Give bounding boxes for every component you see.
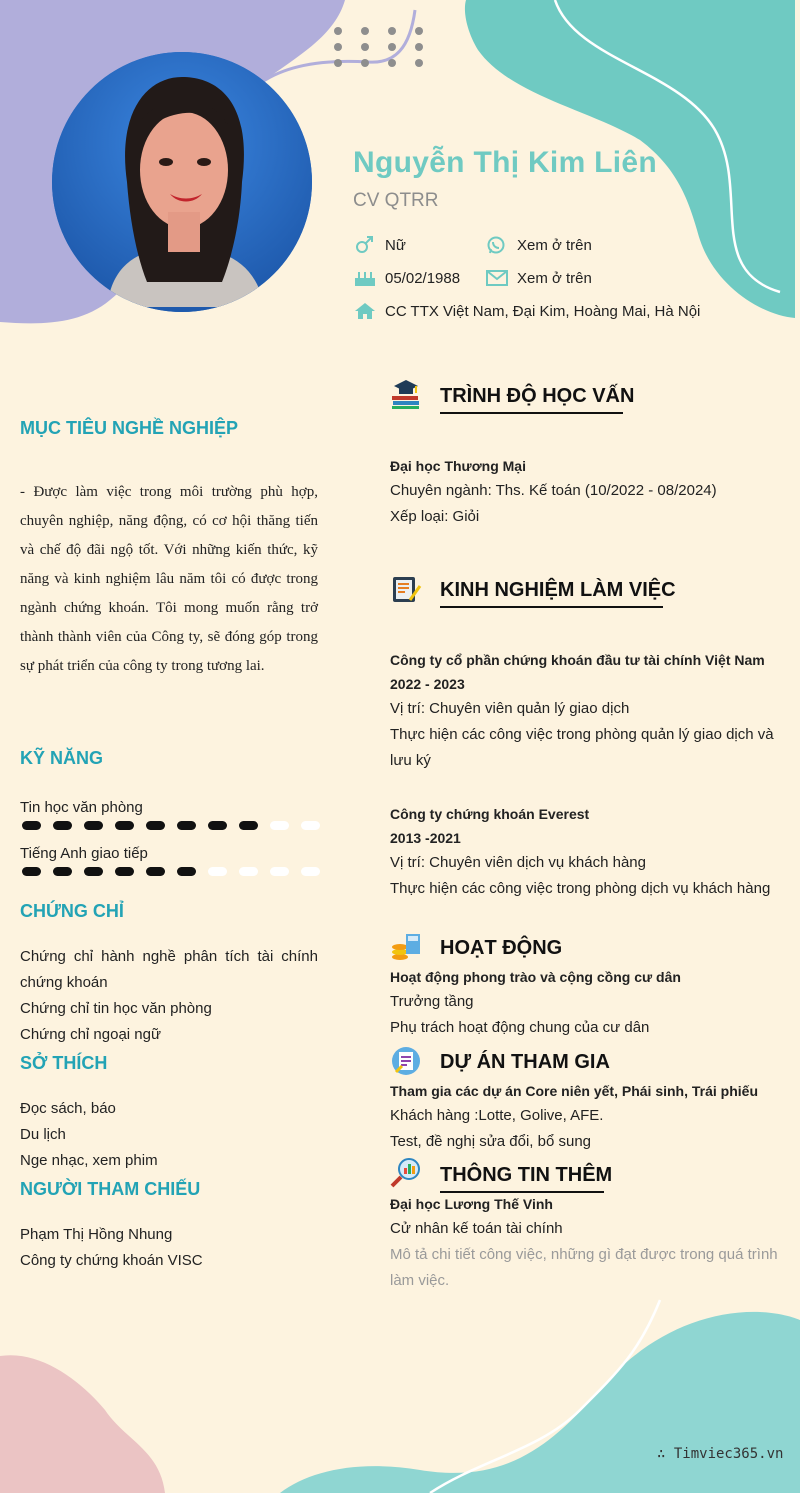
additional-section [390,1192,782,1294]
skill-dot-filled [115,821,134,830]
additional-heading: THÔNG TIN THÊM [440,1164,604,1193]
pink-blob [0,1355,165,1493]
skill-rating-office [20,820,320,832]
certificate-item: Chứng chỉ tin học văn phòng [20,1000,212,1017]
references-heading: NGƯỜI THAM CHIẾU [20,1179,201,1199]
objective-heading: MỤC TIÊU NGHỀ NGHIỆP [20,418,239,438]
hobbies-heading: SỞ THÍCH [20,1053,108,1073]
birthday-info [354,269,460,287]
projects-heading: DỰ ÁN THAM GIA [440,1051,610,1073]
email-value: Xem ở trên [517,269,592,287]
skill-dot-empty [208,867,227,876]
footer-brand: ∴ Timviec365.vn [657,1446,784,1462]
address-info [354,302,700,320]
activities-line: Phụ trách hoạt động chung của cư dân [390,1019,650,1036]
envelope-icon [486,269,508,287]
education-major: Chuyên ngành: Ths. Kế toán (10/2022 - 08/2024) [390,482,717,499]
education-school: Đại học Thương Mại [390,458,526,474]
experience-job-1 [390,648,782,774]
skill-name-english: Tiếng Anh giao tiếp [20,845,148,862]
activities-section [390,965,782,1041]
phone-value: Xem ở trên [517,236,592,254]
skill-dot-filled [177,821,196,830]
gender-info [354,236,406,254]
certificates-list [20,944,318,1048]
job-period: 2022 - 2023 [390,676,465,692]
job-description: Thực hiện các công việc trong phòng quản lý giao dịch và lưu ký [390,726,774,769]
activities-title: Hoạt động phong trào và cộng cồng cư dân [390,969,681,985]
activities-line: Trưởng tầng [390,993,474,1010]
skill-dot-filled [53,821,72,830]
hobby-item: Nge nhạc, xem phim [20,1152,158,1169]
project-clipboard-icon [390,1044,422,1076]
work-experience-icon [390,572,422,604]
birthday-value: 05/02/1988 [385,269,461,287]
whatsapp-icon [486,236,508,254]
address-value: CC TTX Việt Nam, Đại Kim, Hoàng Mai, Hà Nội [385,302,701,320]
skill-rating-english [20,866,320,878]
certificate-item: Chứng chỉ ngoại ngữ [20,1026,162,1043]
skill-dot-filled [115,867,134,876]
job-company: Công ty cổ phần chứng khoán đầu tư tài chính Việt Nam [390,652,765,668]
experience-heading: KINH NGHIỆM LÀM VIỆC [440,579,663,608]
education-section [390,454,782,530]
gender-value: Nữ [385,236,406,254]
references-list [20,1222,318,1274]
birthday-cake-icon [354,269,376,287]
skill-dot-filled [177,867,196,876]
projects-section [390,1079,782,1155]
hobbies-list [20,1096,318,1174]
job-description: Thực hiện các công việc trong phòng dịch vụ khách hàng [390,880,771,897]
skill-dot-empty [270,867,289,876]
skill-dot-filled [84,821,103,830]
education-grade: Xếp loại: Giỏi [390,508,480,525]
gender-icon [354,236,376,254]
additional-placeholder: Mô tả chi tiết công việc, những gì đạt được trong quá trình làm việc. [390,1246,778,1289]
objective-text: - Được làm việc trong môi trường phù hợp, chuyên nghiệp, năng động, có cơ hội thăng tiến và chế độ đãi ngộ tốt. Với những kiến thức, kỹ năng và kinh nghiệm lâu năm tôi có được trong ngành chứng khoán. Tôi mong muốn rằng trở thành thành viên của Công ty, sẽ đóng góp trong sự phát triển của công ty trong tương lai. [20,484,318,674]
job-company: Công ty chứng khoán Everest [390,806,590,822]
skill-dot-filled [84,867,103,876]
skill-dot-empty [301,867,320,876]
phone-info [486,236,592,254]
avatar [52,52,312,312]
projects-title: Tham gia các dự án Core niên yết, Phái sinh, Trái phiếu [390,1083,759,1099]
activities-heading: HOẠT ĐỘNG [440,937,563,959]
skill-dot-empty [239,867,258,876]
coins-calculator-icon [390,930,422,962]
skill-dot-filled [53,867,72,876]
job-title: CV QTRR [353,190,439,211]
skill-dot-filled [146,867,165,876]
education-heading: TRÌNH ĐỘ HỌC VẤN [440,385,623,414]
reference-name: Phạm Thị Hồng Nhung [20,1226,173,1243]
hobby-item: Đọc sách, báo [20,1100,116,1117]
magnifier-chart-icon [390,1157,422,1189]
skill-dot-filled [22,821,41,830]
skill-dot-filled [22,867,41,876]
home-icon [354,302,376,320]
skill-name-office: Tin học văn phòng [20,799,143,816]
skill-dot-filled [146,821,165,830]
job-position: Vị trí: Chuyên viên quản lý giao dịch [390,700,630,717]
profile-photo [52,52,312,312]
projects-line: Khách hàng :Lotte, Golive, AFE. [390,1107,604,1124]
graduation-books-icon [390,378,422,410]
additional-line: Cử nhân kế toán tài chính [390,1220,563,1237]
job-period: 2013 -2021 [390,830,461,846]
additional-title: Đại học Lương Thế Vinh [390,1196,553,1212]
certificate-item: Chứng chỉ hành nghề phân tích tài chính chứng khoán [20,948,318,991]
job-position: Vị trí: Chuyên viên dịch vụ khách hàng [390,854,646,871]
email-info [486,269,592,287]
skill-dot-empty [270,821,289,830]
experience-job-2 [390,802,782,902]
reference-company: Công ty chứng khoán VISC [20,1252,203,1269]
skills-heading: KỸ NĂNG [20,748,104,768]
skill-dot-filled [239,821,258,830]
hobby-item: Du lịch [20,1126,66,1143]
candidate-name: Nguyễn Thị Kim Liên [353,146,658,179]
skill-dot-empty [301,821,320,830]
projects-line: Test, đề nghị sửa đổi, bổ sung [390,1133,592,1150]
certificates-heading: CHỨNG CHỈ [20,901,124,921]
skill-dot-filled [208,821,227,830]
bottom-teal-blob [280,1312,800,1493]
